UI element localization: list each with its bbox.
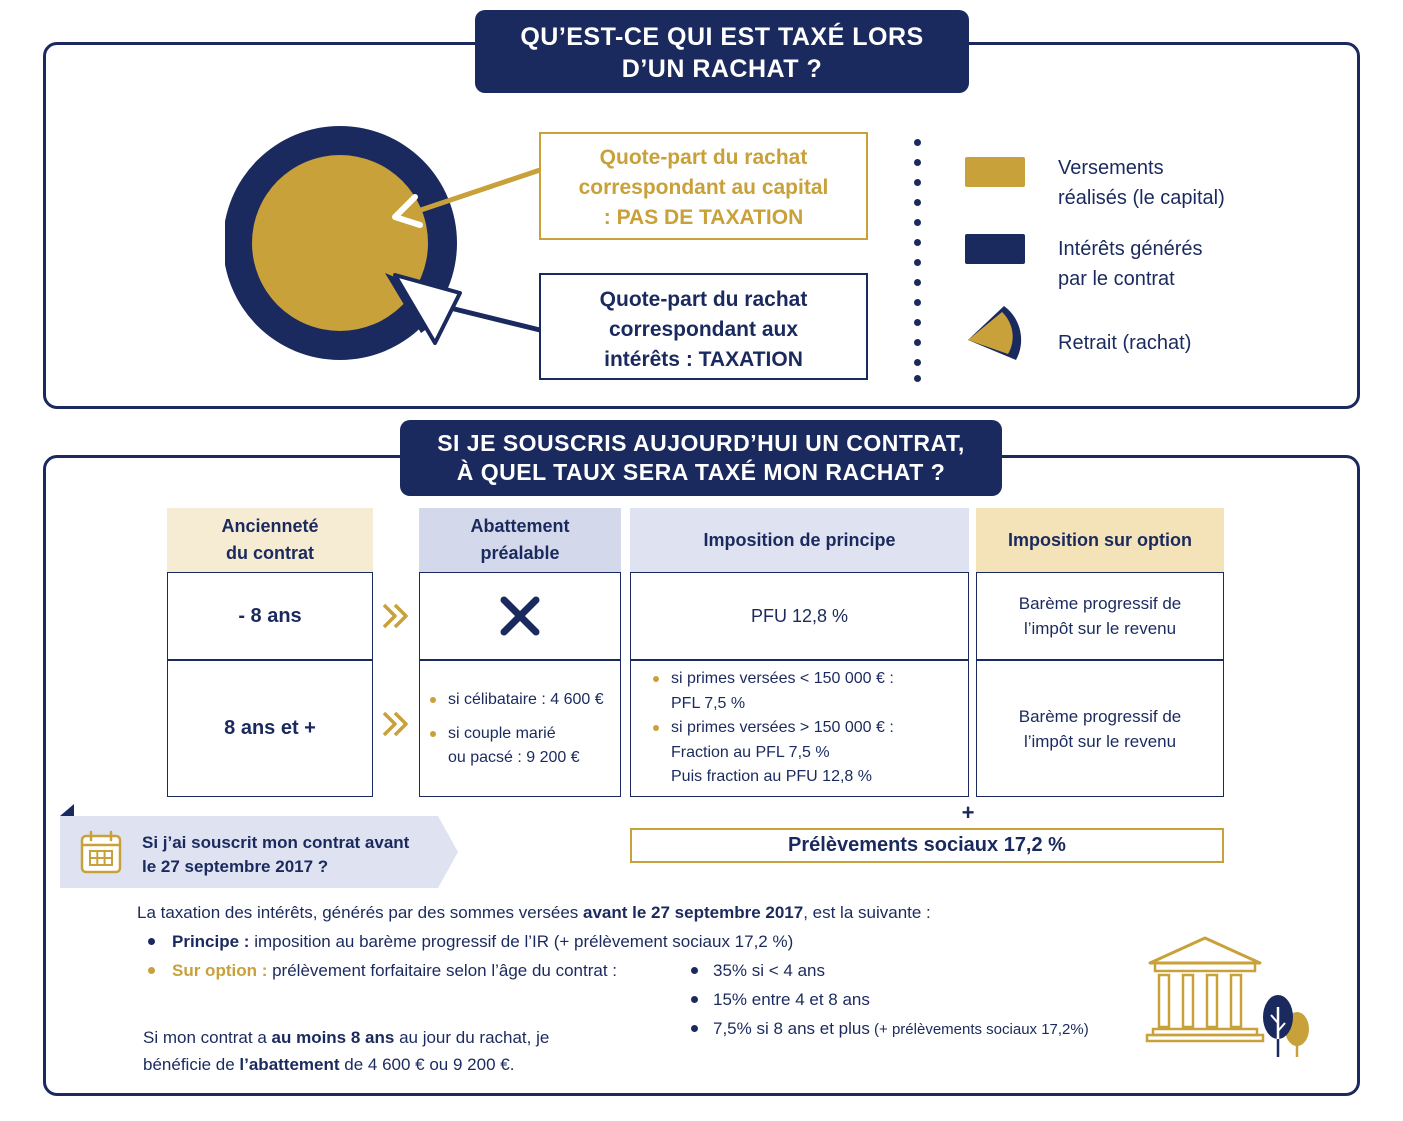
separator-dot	[914, 199, 921, 206]
row1-principe-value: PFU 12,8 %	[750, 605, 849, 626]
separator-dot	[914, 375, 921, 382]
header-abattement-line-1: Abattement	[470, 516, 570, 536]
footer-text: au jour du rachat, je	[394, 1028, 550, 1047]
callout-capital-line-1: Quote-part du rachat	[599, 146, 808, 169]
rate-item: 35% si < 4 ans	[713, 961, 825, 980]
footer-text: Si mon contrat a	[143, 1028, 272, 1047]
header-anciennete-line-2: du contrat	[226, 543, 314, 563]
separator-dot	[914, 339, 921, 346]
rate-item: 7,5% si 8 ans et plus	[713, 1019, 870, 1038]
separator-dot	[914, 139, 921, 146]
rate-bullet	[691, 996, 698, 1003]
capital-disc	[252, 155, 428, 331]
navy-swatch	[965, 234, 1025, 264]
header-anciennete-line-1: Ancienneté	[221, 516, 319, 536]
abattement-item: si célibataire : 4 600 €	[424, 688, 604, 712]
separator-dot	[914, 299, 921, 306]
principe-line	[172, 927, 793, 956]
question-line-2: le 27 septembre 2017 ?	[142, 857, 329, 876]
principe-item-cont: Fraction au PFL 7,5 %	[671, 743, 830, 761]
callout-interets-line-2: correspondant aux	[608, 318, 799, 341]
separator-dot	[914, 179, 921, 186]
section2-title-line-1: SI JE SOUSCRIS AUJOURD’HUI UN CONTRAT,	[437, 430, 965, 456]
footer-bold: au moins 8 ans	[271, 1028, 395, 1047]
option-bullet	[148, 967, 155, 974]
legend-capital-line-2: réalisés (le capital)	[1058, 187, 1225, 209]
intro-prefix: La taxation des intérêts, générés par des sommes versées	[137, 903, 584, 922]
row1-anciennete	[167, 572, 373, 660]
wedge-icon	[962, 302, 1024, 362]
chevrons-icon	[381, 710, 411, 738]
row2-abattement	[419, 660, 621, 797]
option-label: Sur option :	[172, 961, 268, 980]
legend-capital-line-1: Versements	[1058, 157, 1164, 179]
callout-capital-line-2: correspondant au capital	[578, 176, 829, 199]
separator-dot	[914, 319, 921, 326]
row1-option-line-2: l’impôt sur le revenu	[1023, 619, 1177, 638]
calendar-icon	[80, 830, 122, 874]
principe-bullet	[148, 938, 155, 945]
plus-sign: +	[961, 800, 975, 825]
principe-item: si primes versées < 150 000 € :	[647, 667, 894, 692]
section2-title	[400, 420, 1002, 496]
separator-dot	[914, 219, 921, 226]
footer-bold: l’abattement	[239, 1055, 340, 1074]
callout-interets	[539, 273, 868, 380]
option-line	[172, 956, 617, 985]
footer-text: de 4 600 € ou 9 200 €.	[339, 1055, 515, 1074]
chevrons-icon	[381, 602, 411, 630]
callout-capital-line-3: : PAS DE TAXATION	[603, 206, 804, 229]
rate-item: 15% entre 4 et 8 ans	[713, 990, 870, 1009]
rate-note: (+ prélèvements sociaux 17,2%)	[869, 1021, 1089, 1038]
header-abattement	[419, 508, 621, 572]
row2-principe	[630, 660, 969, 797]
intro-suffix: , est la suivante :	[803, 903, 931, 922]
header-option-line-1: Imposition sur option	[1008, 529, 1192, 550]
question-text	[142, 831, 409, 879]
separator-dot	[914, 359, 921, 366]
footer-text: bénéficie de	[143, 1055, 240, 1074]
rate-bullet	[691, 967, 698, 974]
legend-retrait-line-1: Retrait (rachat)	[1058, 332, 1192, 354]
row2-option	[976, 660, 1224, 797]
abattement-item-cont: ou pacsé : 9 200 €	[448, 748, 580, 766]
principe-item: si primes versées > 150 000 € :	[647, 716, 894, 741]
legend-capital	[1058, 153, 1225, 213]
callout-interets-line-3: intérêts : TAXATION	[604, 348, 803, 371]
separator-dot	[914, 279, 921, 286]
row2-anciennete-value: 8 ans et +	[224, 717, 316, 739]
row2-option-line-2: l’impôt sur le revenu	[1023, 731, 1177, 751]
principe-text: imposition au barème progressif de l’IR (+ prélèvement sociaux 17,2 %)	[249, 932, 794, 951]
gold-swatch	[965, 157, 1025, 187]
intro-text	[137, 898, 931, 927]
footer-line-1	[143, 1023, 549, 1052]
legend-interets-line-1: Intérêts générés	[1058, 238, 1203, 260]
header-abattement-line-2: préalable	[480, 543, 560, 563]
intro-bold: avant le 27 septembre 2017	[583, 903, 804, 922]
principe-label: Principe :	[172, 932, 250, 951]
header-principe-line-1: Imposition de principe	[703, 529, 896, 550]
row1-principe	[630, 572, 969, 660]
section2-title-line-2: À QUEL TAUX SERA TAXÉ MON RACHAT ?	[456, 459, 946, 486]
row1-option-line-1: Barème progressif de	[1018, 594, 1182, 613]
row1-anciennete-value: - 8 ans	[238, 604, 302, 627]
separator-dot	[914, 259, 921, 266]
row1-abattement	[419, 572, 621, 660]
separator-dot	[914, 239, 921, 246]
legend-retrait	[1058, 328, 1191, 358]
cross-icon	[500, 596, 540, 636]
section1-title-line-2: D’UN RACHAT ?	[621, 55, 823, 83]
footer-line-2	[143, 1050, 514, 1079]
question-line-1: Si j’ai souscrit mon contrat avant	[142, 833, 410, 852]
building-icon	[1145, 935, 1315, 1065]
prelevements-box	[630, 828, 1224, 863]
callout-interets-line-1: Quote-part du rachat	[599, 288, 808, 311]
rate-item-last	[713, 1014, 1089, 1044]
legend-interets-line-2: par le contrat	[1058, 268, 1175, 290]
section1-title-line-1: QU’EST-CE QUI EST TAXÉ LORS	[520, 23, 924, 51]
row2-option-line-1: Barème progressif de	[1018, 706, 1182, 726]
row2-anciennete	[167, 660, 373, 797]
abattement-item: si couple marié	[424, 722, 556, 746]
option-text: prélèvement forfaitaire selon l’âge du contrat :	[267, 961, 618, 980]
principe-item-cont: PFL 7,5 %	[671, 694, 746, 712]
row1-option	[976, 572, 1224, 660]
principe-item-cont: Puis fraction au PFU 12,8 %	[671, 768, 872, 786]
header-principe	[630, 508, 969, 572]
callout-capital	[539, 132, 868, 240]
header-option	[976, 508, 1224, 572]
header-anciennete	[167, 508, 373, 572]
separator-dot	[914, 159, 921, 166]
prelevements-label: Prélèvements sociaux 17,2 %	[788, 834, 1066, 856]
section1-title	[475, 10, 969, 93]
rate-bullet	[691, 1025, 698, 1032]
legend-interets	[1058, 234, 1203, 294]
